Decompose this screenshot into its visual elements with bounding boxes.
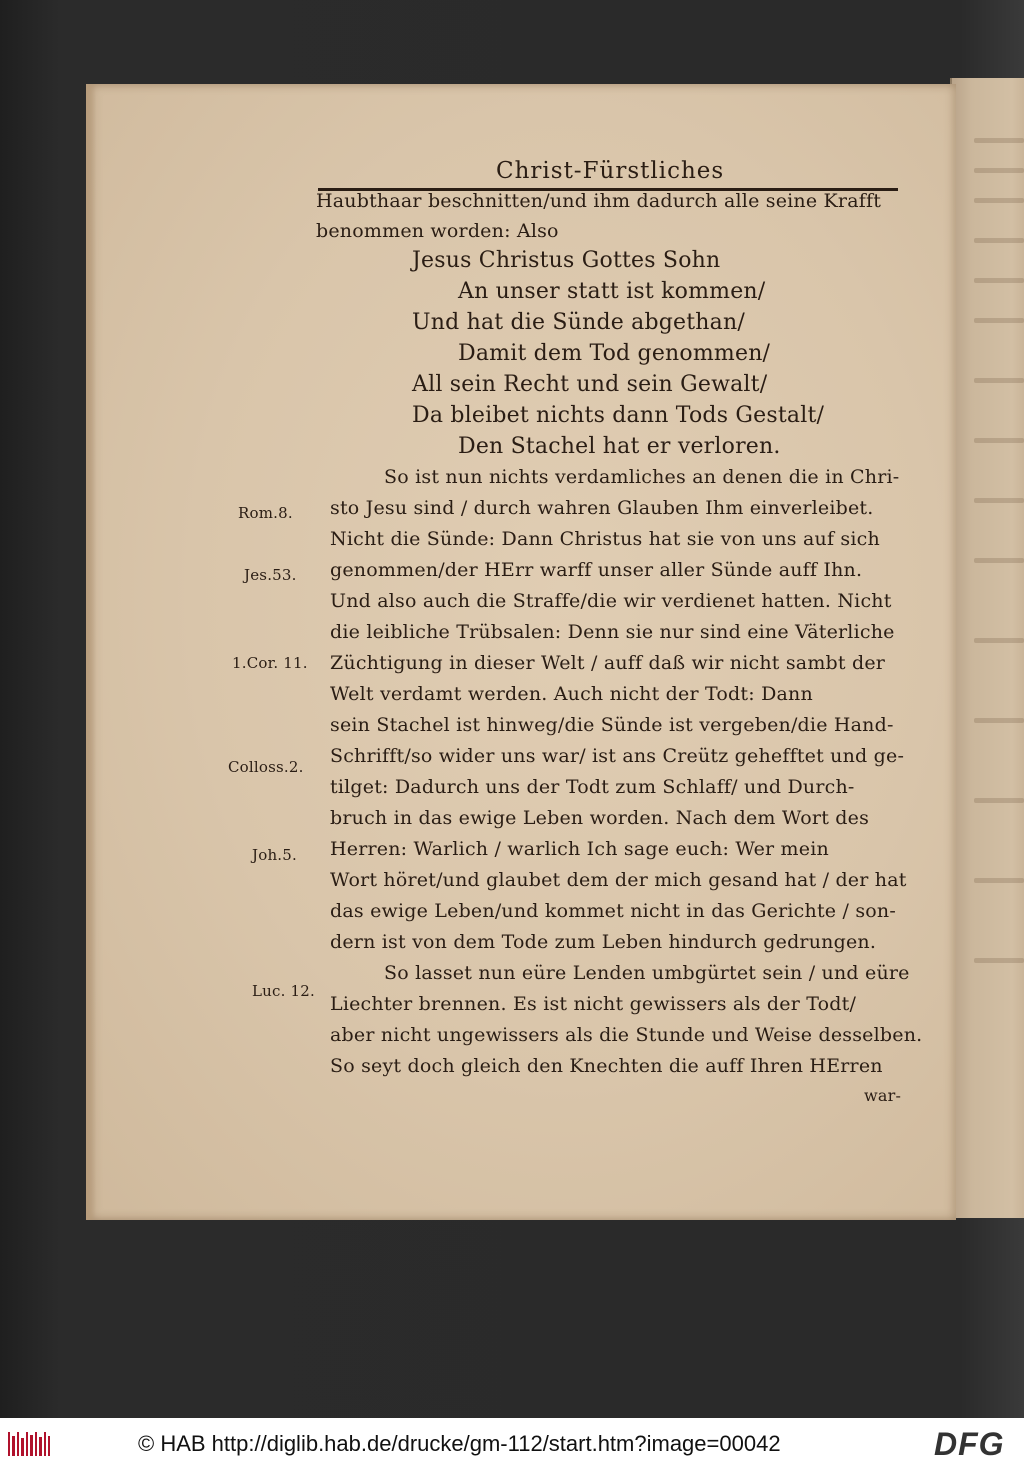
text-line: dern ist von dem Tode zum Leben hindurch gedrungen. [330,931,877,953]
text-line: So lasset nun eüre Lenden umbgürtet sein / und eüre [384,962,910,984]
text-line: So ist nun nichts verdamliches an denen die in Chri- [384,466,900,488]
text-line: Und also auch die Straffe/die wir verdienet hatten. Nicht [330,590,892,612]
text-line: bruch in das ewige Leben worden. Nach dem Wort des [330,807,870,829]
text-line: Züchtigung in dieser Welt / auff daß wir nicht sambt der [330,652,886,674]
text-line: aber nicht ungewissers als die Stunde und Weise desselben. [330,1024,923,1046]
text-line: Wort höret/und glaubet dem der mich gesand hat / der hat [330,869,907,891]
text-line: sein Stachel ist hinweg/die Sünde ist vergeben/die Hand- [330,714,894,736]
dfg-logo: DFG [934,1426,1005,1462]
text-line: Haubthaar beschnitten/und ihm dadurch alle seine Krafft [316,190,882,212]
catchword: war- [864,1086,902,1105]
verse-line: Und hat die Sünde abgethan/ [412,310,745,335]
running-head: Christ-Fürstliches [496,158,725,184]
text-line: das ewige Leben/und kommet nicht in das Gerichte / son- [330,900,896,922]
text-line: genommen/der HErr warff unser aller Sünde auff Ihn. [330,559,863,581]
verse-line: Da bleibet nichts dann Tods Gestalt/ [412,403,825,428]
text-line: Nicht die Sünde: Dann Christus hat sie von uns auf sich [330,528,880,550]
text-line: tilget: Dadurch uns der Todt zum Schlaff/ und Durch- [330,776,855,798]
margin-note: Luc. 12. [252,982,316,1000]
margin-note: Jes.53. [244,566,297,584]
adjacent-page-edge [950,78,1024,1218]
verse-line: Den Stachel hat er verloren. [458,434,781,459]
verse-line: Damit dem Tod genommen/ [458,341,771,366]
text-line: Liechter brennen. Es ist nicht gewissers als der Todt/ [330,993,857,1015]
margin-note: Rom.8. [238,504,293,522]
copyright-link[interactable]: © HAB http://diglib.hab.de/drucke/gm-112/start.htm?image=00042 [138,1431,781,1456]
text-line: Schrifft/so wider uns war/ ist ans Creütz gehefftet und ge- [330,745,905,767]
text-line: Herren: Warlich / warlich Ich sage euch: Wer mein [330,838,829,860]
verse-line: Jesus Christus Gottes Sohn [412,248,721,273]
text-line: So seyt doch gleich den Knechten die auff Ihren HErren [330,1055,883,1077]
book-page [86,84,956,1220]
verse-line: All sein Recht und sein Gewalt/ [412,372,768,397]
text-line: Welt verdamt werden. Auch nicht der Todt: Dann [330,683,813,705]
text-line: benommen worden: Also [316,220,559,242]
text-line: die leibliche Trübsalen: Denn sie nur sind eine Väterliche [330,621,895,643]
text-line: sto Jesu sind / durch wahren Glauben Ihm einverleibet. [330,497,874,519]
margin-note: Joh.5. [252,846,297,864]
margin-note: Colloss.2. [228,758,304,776]
hab-barcode-logo-icon [8,1430,50,1458]
verse-line: An unser statt ist kommen/ [458,279,766,304]
viewer-footer [0,1418,1024,1471]
margin-note: 1.Cor. 11. [232,654,308,672]
